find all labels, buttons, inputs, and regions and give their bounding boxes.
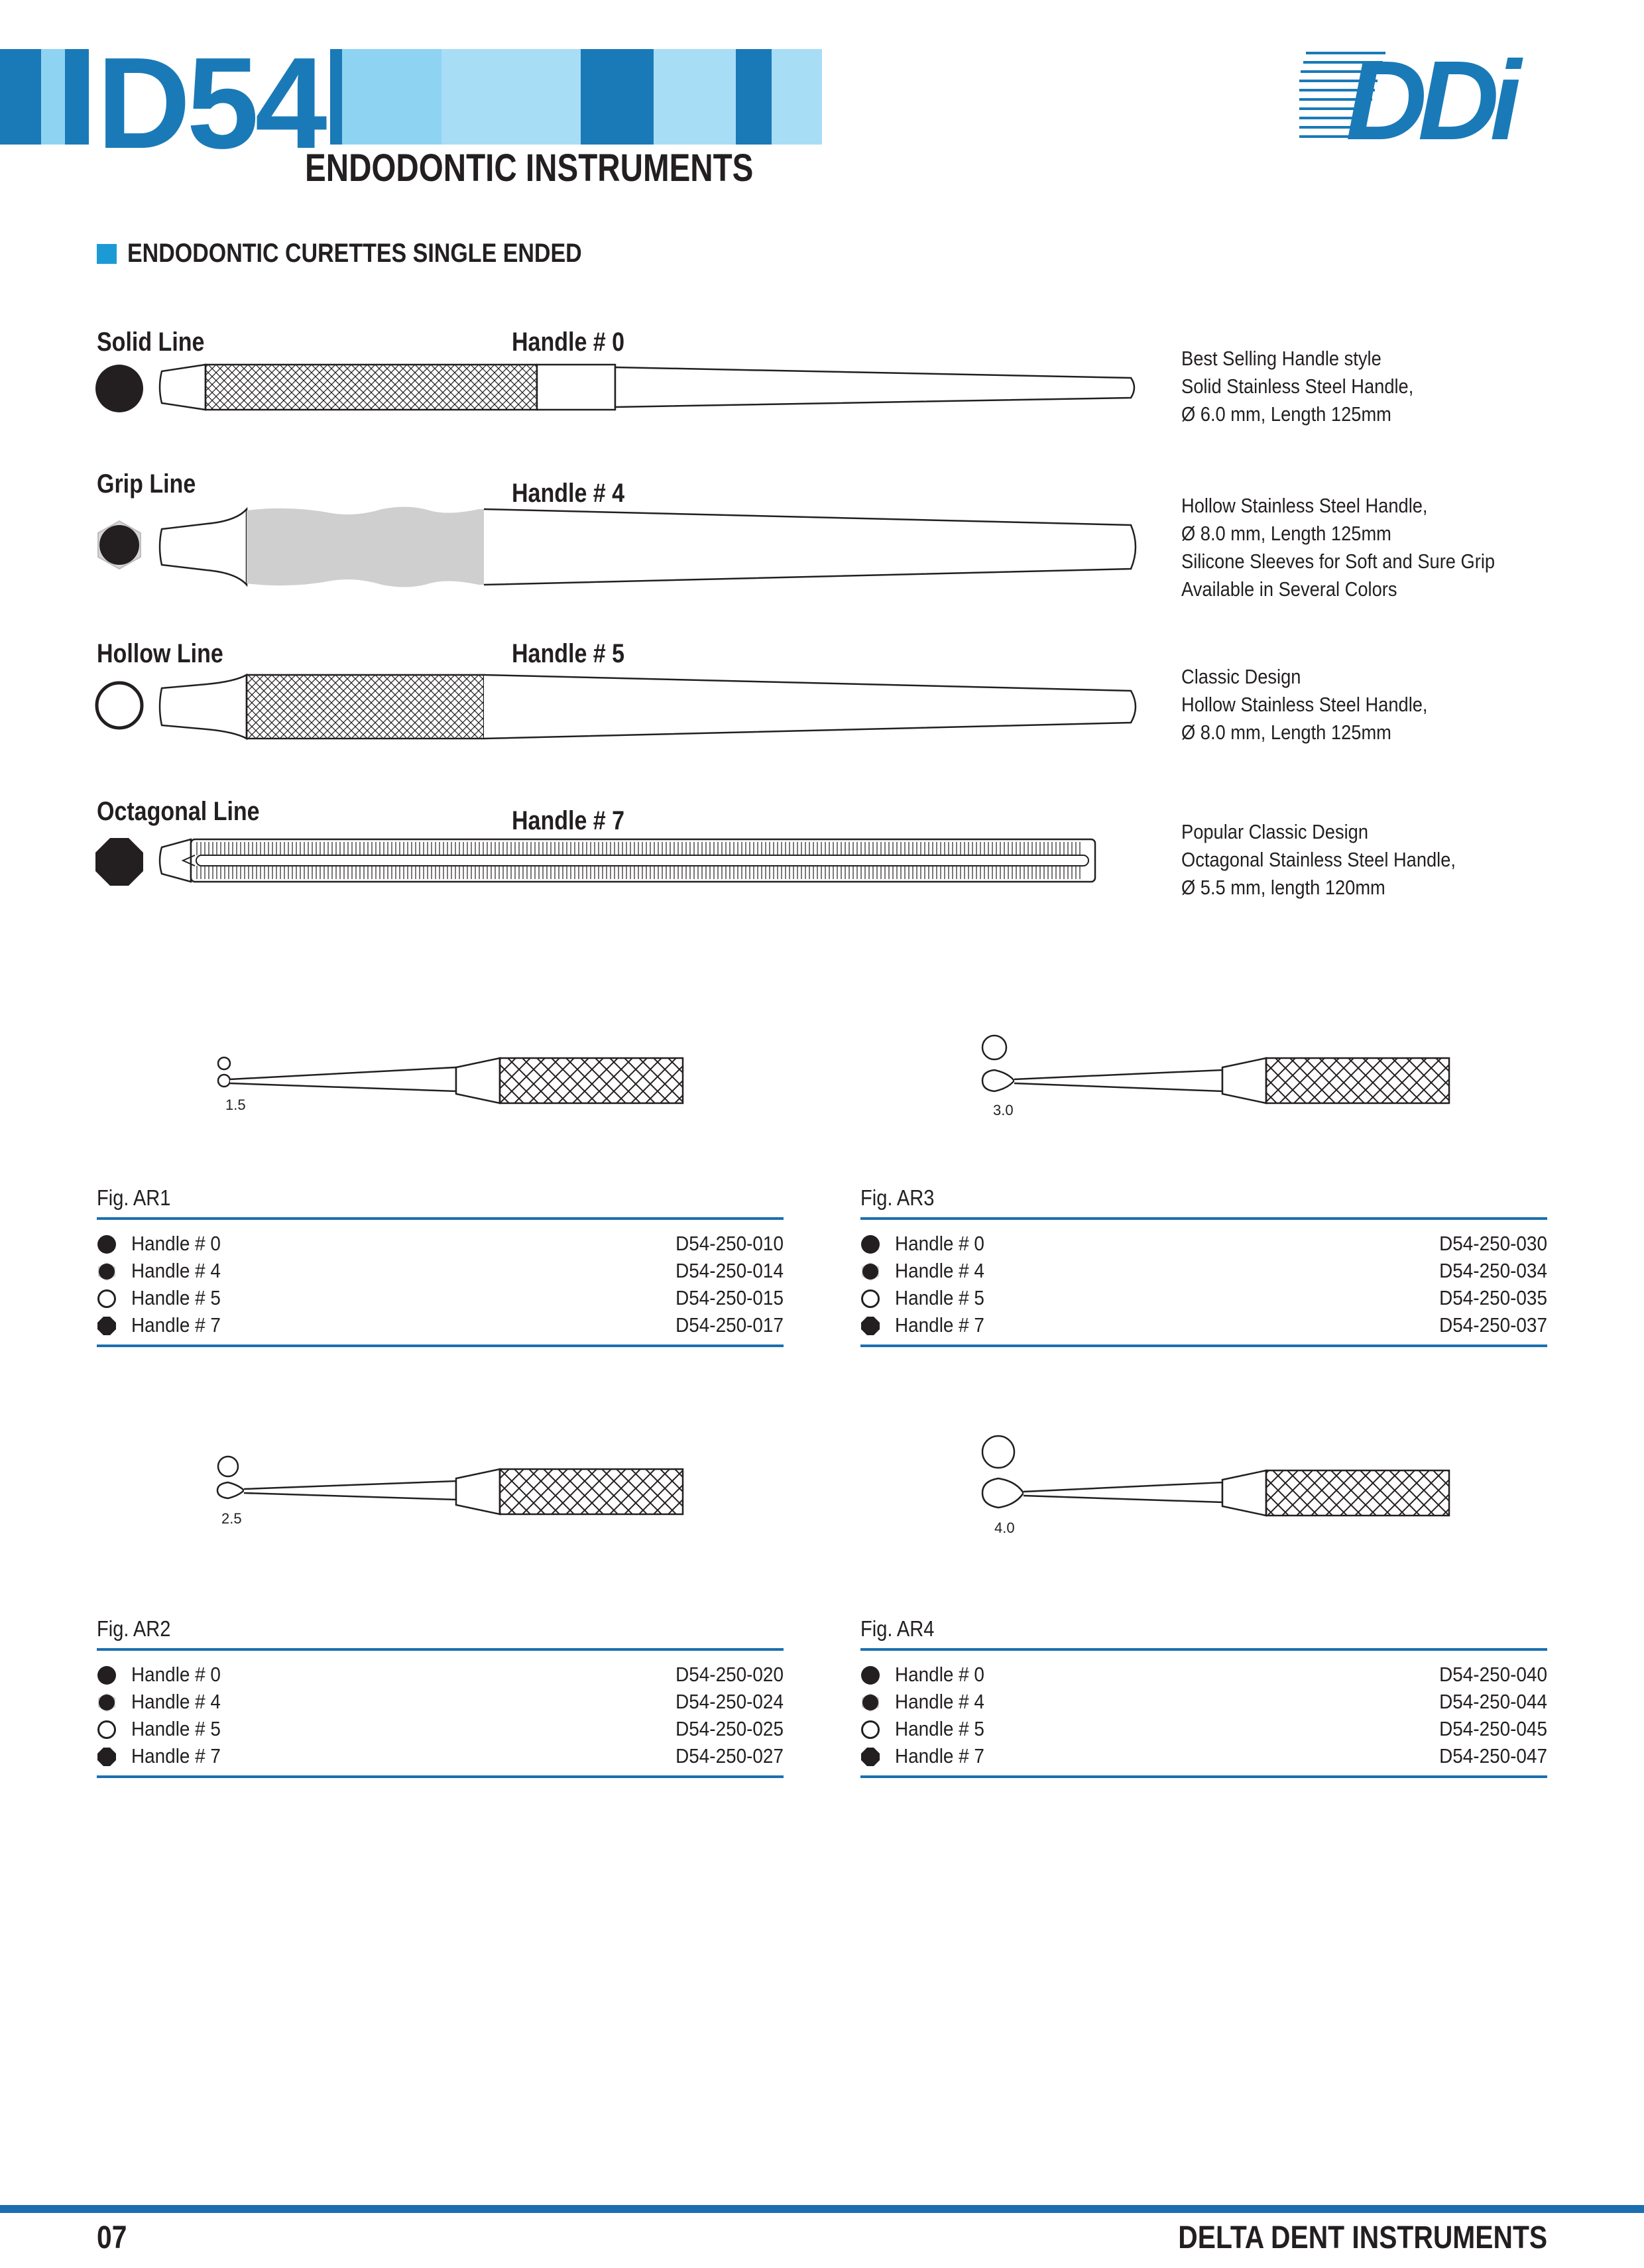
octagon-icon — [93, 835, 146, 888]
desc-line: Best Selling Handle style — [1181, 347, 1381, 370]
row-code: D54-250-014 — [675, 1259, 784, 1282]
section-bullet — [97, 244, 117, 264]
handle-4-drawing — [156, 504, 1140, 590]
row-handle: Handle # 0 — [895, 1663, 984, 1686]
row-handle: Handle # 7 — [895, 1744, 984, 1767]
solid-circle-icon — [860, 1234, 880, 1254]
hexagon-dot-icon — [97, 1693, 117, 1712]
page-subtitle: ENDODONTIC INSTRUMENTS — [305, 147, 754, 190]
table-row — [97, 1743, 784, 1770]
table-row — [97, 1230, 784, 1258]
row-handle: Handle # 0 — [131, 1232, 221, 1255]
octagon-icon — [97, 1316, 117, 1336]
desc-line: Ø 6.0 mm, Length 125mm — [1181, 402, 1391, 426]
fig-label-ar3: Fig. AR3 — [860, 1185, 935, 1210]
row-handle: Handle # 7 — [131, 1744, 221, 1767]
fig-table-ar1 — [97, 1217, 784, 1347]
table-row — [97, 1312, 784, 1339]
row-code: D54-250-034 — [1439, 1259, 1547, 1282]
row-code: D54-250-044 — [1439, 1690, 1547, 1713]
line-desc-grip — [1181, 492, 1495, 603]
table-row — [860, 1661, 1547, 1689]
row-code: D54-250-030 — [1439, 1232, 1547, 1255]
fig-table-ar4 — [860, 1648, 1547, 1778]
desc-line: Ø 8.0 mm, Length 125mm — [1181, 522, 1391, 545]
handle-7-drawing — [156, 837, 1107, 884]
size-label-ar4: 4.0 — [994, 1520, 1015, 1536]
handle-0-drawing — [156, 361, 1140, 414]
hexagon-dot-icon — [860, 1262, 880, 1282]
line-desc-solid — [1181, 345, 1413, 428]
handle-label-7: Handle # 7 — [512, 806, 625, 835]
hexagon-dot-icon — [97, 1262, 117, 1282]
row-handle: Handle # 0 — [131, 1663, 221, 1686]
svg-text:DDi: DDi — [1346, 46, 1512, 146]
hexagon-dot-icon — [860, 1693, 880, 1712]
solid-circle-icon — [97, 1665, 117, 1685]
row-code: D54-250-025 — [675, 1717, 784, 1740]
row-code: D54-250-037 — [1439, 1313, 1547, 1337]
desc-line: Solid Stainless Steel Handle, — [1181, 375, 1414, 398]
row-code: D54-250-010 — [675, 1232, 784, 1255]
row-code: D54-250-040 — [1439, 1663, 1547, 1686]
handle-label-4: Handle # 4 — [512, 479, 625, 508]
desc-line: Silicone Sleeves for Soft and Sure Grip — [1181, 550, 1496, 573]
table-row — [860, 1258, 1547, 1285]
row-handle: Handle # 5 — [131, 1717, 221, 1740]
table-row — [97, 1661, 784, 1689]
table-row — [860, 1312, 1547, 1339]
fig-label-ar1: Fig. AR1 — [97, 1185, 171, 1210]
solid-circle-icon — [93, 362, 146, 415]
section-title: ENDODONTIC CURETTES SINGLE ENDED — [127, 239, 582, 268]
size-label-ar2: 2.5 — [221, 1510, 242, 1527]
row-code: D54-250-024 — [675, 1690, 784, 1713]
line-desc-octagonal — [1181, 818, 1456, 902]
handle-5-drawing — [156, 671, 1140, 743]
desc-line: Classic Design — [1181, 665, 1301, 688]
size-label-ar1: 1.5 — [225, 1097, 246, 1113]
table-row — [97, 1689, 784, 1716]
row-handle: Handle # 5 — [895, 1286, 984, 1309]
row-handle: Handle # 5 — [895, 1717, 984, 1740]
hollow-circle-icon — [860, 1289, 880, 1309]
page-number: 07 — [97, 2220, 127, 2255]
row-handle: Handle # 4 — [895, 1259, 984, 1282]
row-handle: Handle # 4 — [131, 1690, 221, 1713]
table-row — [97, 1716, 784, 1743]
octagon-icon — [97, 1747, 117, 1767]
handle-label-5: Handle # 5 — [512, 639, 625, 668]
catalog-code: D54 — [90, 38, 330, 168]
row-code: D54-250-020 — [675, 1663, 784, 1686]
table-row — [860, 1689, 1547, 1716]
octagon-icon — [860, 1316, 880, 1336]
hexagon-dot-icon — [93, 518, 146, 571]
desc-line: Ø 5.5 mm, length 120mm — [1181, 876, 1385, 899]
size-label-ar3: 3.0 — [993, 1102, 1014, 1118]
hollow-circle-icon — [97, 1289, 117, 1309]
octagon-icon — [860, 1747, 880, 1767]
row-code: D54-250-045 — [1439, 1717, 1547, 1740]
fig-label-ar2: Fig. AR2 — [97, 1616, 171, 1641]
curette-ar3-drawing — [972, 1032, 1456, 1114]
company-name: DELTA DENT INSTRUMENTS — [1178, 2220, 1547, 2255]
desc-line: Hollow Stainless Steel Handle, — [1181, 693, 1428, 716]
line-name-grip: Grip Line — [97, 469, 196, 499]
row-handle: Handle # 5 — [131, 1286, 221, 1309]
solid-circle-icon — [97, 1234, 117, 1254]
hollow-circle-icon — [93, 679, 146, 732]
desc-line: Ø 8.0 mm, Length 125mm — [1181, 721, 1391, 744]
curette-ar4-drawing — [972, 1432, 1456, 1525]
line-name-solid: Solid Line — [97, 328, 205, 357]
row-handle: Handle # 4 — [131, 1259, 221, 1282]
table-row — [97, 1285, 784, 1312]
handle-label-0: Handle # 0 — [512, 328, 625, 357]
desc-line: Hollow Stainless Steel Handle, — [1181, 494, 1428, 517]
desc-line: Popular Classic Design — [1181, 820, 1369, 843]
line-name-octagonal: Octagonal Line — [97, 797, 260, 826]
row-code: D54-250-017 — [675, 1313, 784, 1337]
curette-ar2-drawing — [206, 1452, 689, 1521]
line-name-hollow: Hollow Line — [97, 639, 223, 668]
footer-bar — [0, 2205, 1644, 2213]
hollow-circle-icon — [97, 1720, 117, 1740]
fig-table-ar2 — [97, 1648, 784, 1778]
hollow-circle-icon — [860, 1720, 880, 1740]
row-handle: Handle # 4 — [895, 1690, 984, 1713]
row-code: D54-250-015 — [675, 1286, 784, 1309]
desc-line: Octagonal Stainless Steel Handle, — [1181, 848, 1456, 871]
fig-label-ar4: Fig. AR4 — [860, 1616, 935, 1641]
line-desc-hollow — [1181, 663, 1428, 746]
fig-table-ar3 — [860, 1217, 1547, 1347]
table-row — [860, 1230, 1547, 1258]
table-row — [97, 1258, 784, 1285]
row-code: D54-250-047 — [1439, 1744, 1547, 1767]
solid-circle-icon — [860, 1665, 880, 1685]
row-handle: Handle # 7 — [895, 1313, 984, 1337]
row-handle: Handle # 0 — [895, 1232, 984, 1255]
table-row — [860, 1716, 1547, 1743]
table-row — [860, 1743, 1547, 1770]
row-handle: Handle # 7 — [131, 1313, 221, 1337]
curette-ar1-drawing — [206, 1047, 689, 1114]
ddi-logo — [1299, 46, 1551, 146]
desc-line: Available in Several Colors — [1181, 577, 1397, 601]
table-row — [860, 1285, 1547, 1312]
row-code: D54-250-035 — [1439, 1286, 1547, 1309]
row-code: D54-250-027 — [675, 1744, 784, 1767]
